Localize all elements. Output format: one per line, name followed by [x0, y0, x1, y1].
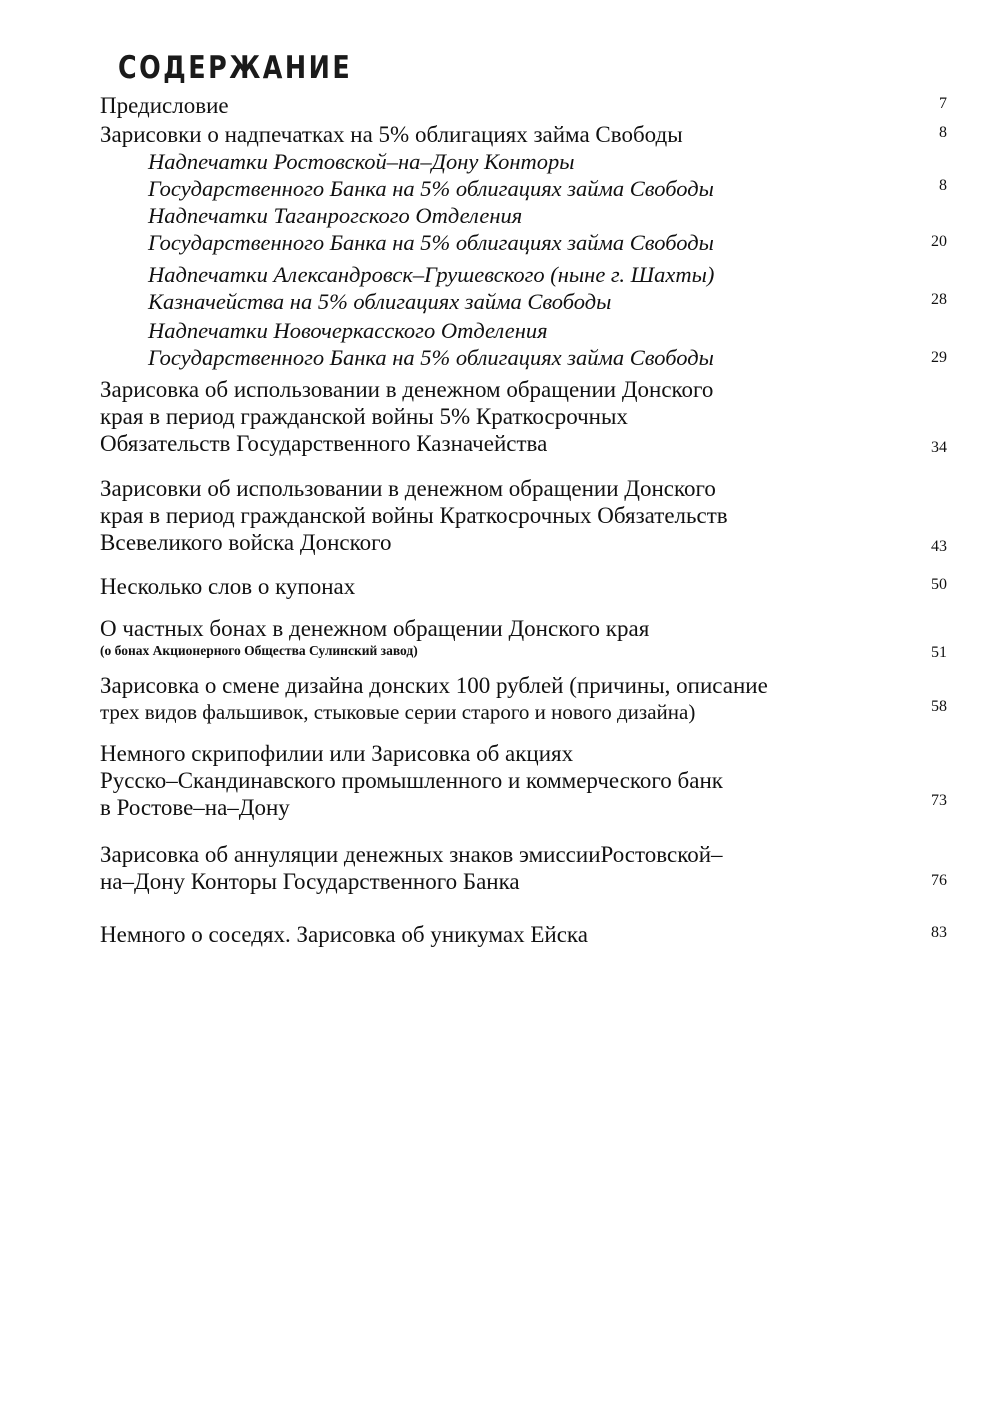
toc-entry-text: Надпечатки Новочеркасского Отделения	[148, 318, 548, 343]
toc-page-number: 43	[931, 538, 947, 555]
toc-entry	[100, 475, 900, 556]
toc-entry-text: Несколько слов о купонах	[100, 574, 356, 599]
toc-subentry	[148, 317, 948, 371]
toc-entry	[100, 921, 900, 948]
toc-entry	[100, 740, 900, 821]
toc-entry-text: Зарисовки о надпечатках на 5% облигациях займа Свободы	[100, 122, 683, 147]
toc-page-number: 51	[931, 644, 947, 661]
toc-entry-note: (о бонах Акционерного Общества Сулинский завод)	[100, 643, 418, 658]
toc-entry-text: Надпечатки Таганрогского Отделения	[148, 203, 523, 228]
toc-page-number: 8	[939, 124, 947, 141]
toc-entry-text: Русско–Скандинавского промышленного и коммерческого банк	[100, 768, 723, 793]
toc-entry-text: Зарисовка об аннуляции денежных знаков эмиссииРостовской–	[100, 842, 723, 867]
toc-entry-text: Всевеликого войска Донского	[100, 530, 392, 555]
toc-entry-text: Надпечатки Александровск–Грушевского (ныне г. Шахты)	[148, 262, 715, 287]
toc-entry	[100, 376, 900, 457]
toc-entry-text: края в период гражданской войны Краткосрочных Обязательств	[100, 503, 728, 528]
toc-subentry	[148, 148, 948, 202]
toc-page-number: 50	[931, 576, 947, 593]
toc-entry-text: Государственного Банка на 5% облигациях займа Свободы	[148, 345, 714, 370]
toc-page-number: 7	[939, 95, 947, 112]
toc-entry	[100, 615, 900, 659]
toc-page-number: 29	[931, 349, 947, 366]
toc-entry-text: Государственного Банка на 5% облигациях займа Свободы	[148, 176, 714, 201]
toc-page-number: 20	[931, 233, 947, 250]
toc-entry	[100, 672, 900, 726]
toc-page-number: 76	[931, 872, 947, 889]
toc-entry	[100, 121, 900, 148]
toc-entry-text: О частных бонах в денежном обращении Донского края	[100, 616, 650, 641]
toc-page-number: 83	[931, 924, 947, 941]
toc-page-number: 28	[931, 291, 947, 308]
toc-entry	[100, 841, 900, 895]
toc-entry-text: трех видов фальшивок, стыковые серии старого и нового дизайна)	[100, 700, 696, 724]
toc-entry-text: края в период гражданской войны 5% Краткосрочных	[100, 404, 628, 429]
toc-entry	[100, 92, 900, 119]
toc-entry-text: Государственного Банка на 5% облигациях займа Свободы	[148, 230, 714, 255]
toc-entry-text: Немного о соседях. Зарисовка об уникумах Ейска	[100, 922, 588, 947]
toc-entry-text: Казначейства на 5% облигациях займа Свободы	[148, 289, 612, 314]
toc-entry-text: Зарисовки об использовании в денежном обращении Донского	[100, 476, 716, 501]
toc-entry-text: Зарисовка о смене дизайна донских 100 рублей (причины, описание	[100, 673, 768, 698]
toc-subentry	[148, 202, 948, 256]
toc-entry-text: Немного скрипофилии или Зарисовка об акциях	[100, 741, 574, 766]
toc-subentry	[148, 261, 948, 315]
toc-entry-text: в Ростове–на–Дону	[100, 795, 290, 820]
toc-page-number: 8	[939, 177, 947, 194]
toc-entry-text: Надпечатки Ростовской–на–Дону Конторы	[148, 149, 575, 174]
toc-entry-text: на–Дону Конторы Государственного Банка	[100, 869, 520, 894]
toc-entry	[100, 573, 900, 600]
toc-page-number: 58	[931, 698, 947, 715]
page-title: СОДЕРЖАНИЕ	[118, 50, 353, 86]
toc-entry-text: Зарисовка об использовании в денежном обращении Донского	[100, 377, 714, 402]
toc-entry-text: Предисловие	[100, 93, 229, 118]
toc-page-number: 34	[931, 439, 947, 456]
toc-page-number: 73	[931, 792, 947, 809]
toc-entry-text: Обязательств Государственного Казначейства	[100, 431, 548, 456]
